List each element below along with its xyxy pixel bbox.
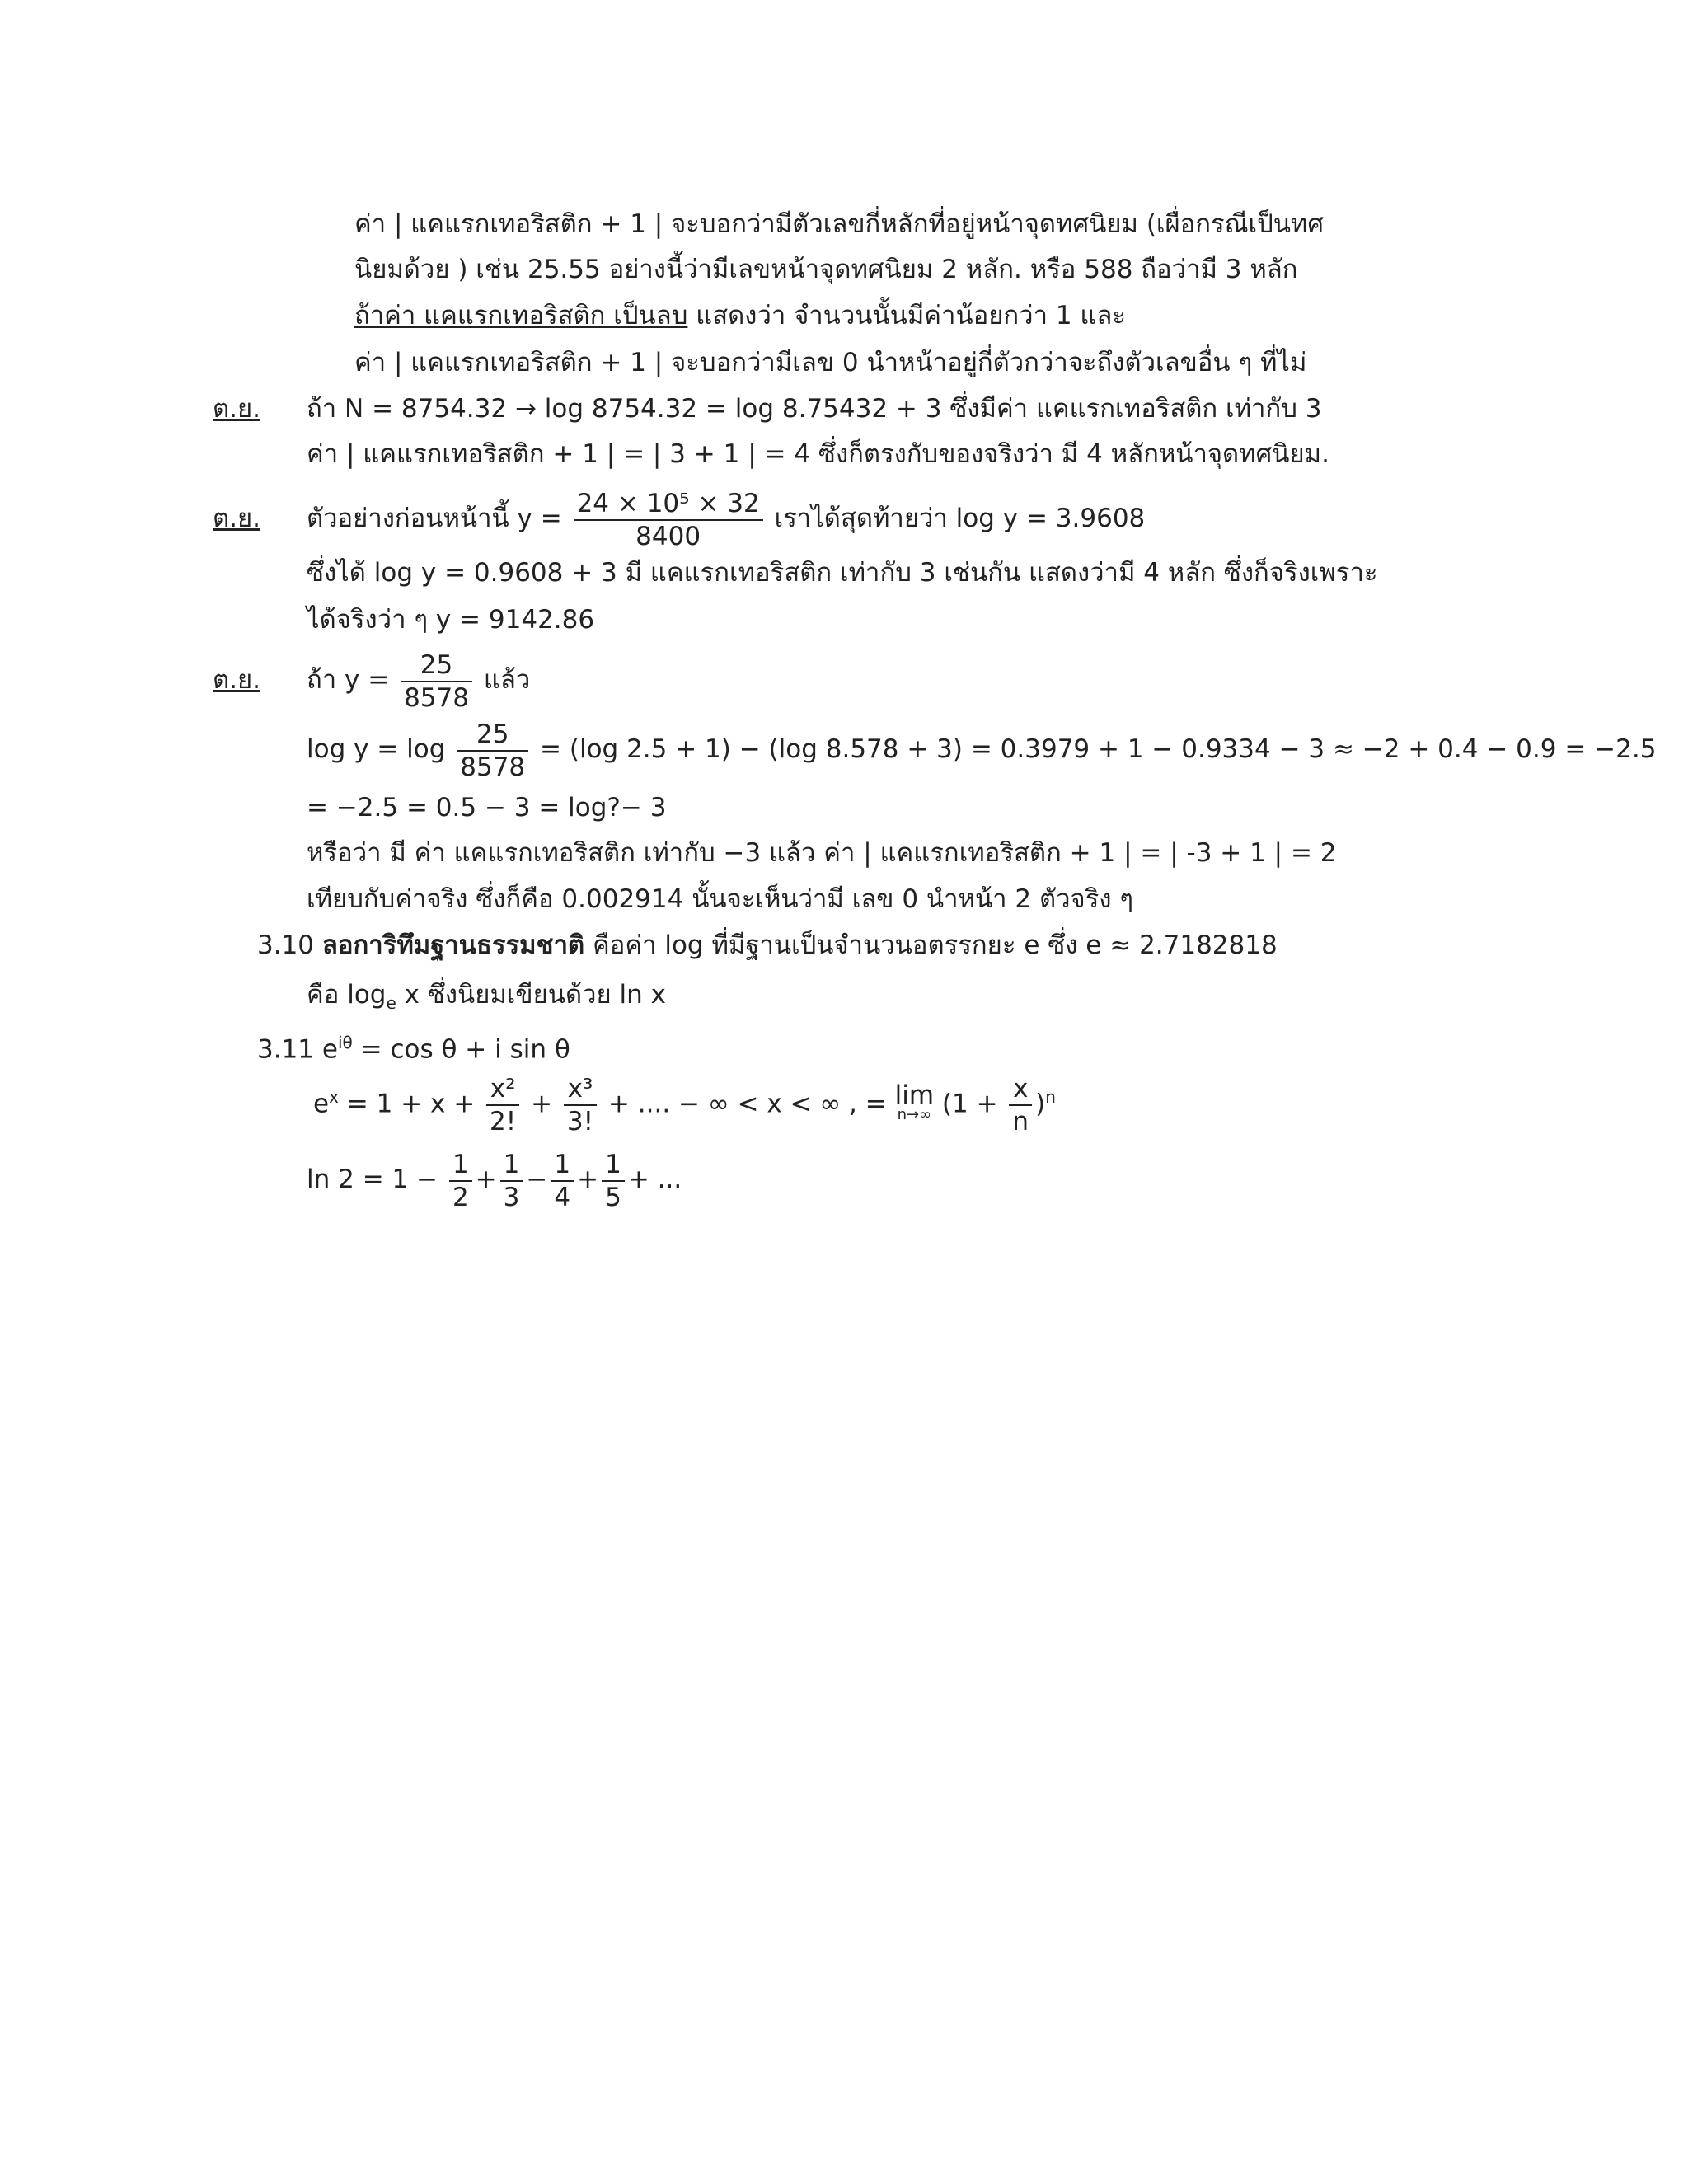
ln2-series-line — [307, 1146, 682, 1213]
fraction-denominator: 8578 — [460, 752, 526, 782]
example-3-line-5: เทียบกับค่าจริง ซึ่งก็คือ 0.002914 นั้นจะเห็นว่ามี เลข 0 นำหน้า 2 ตัวจริง ๆ — [307, 884, 1133, 914]
fraction-numerator: 1 — [500, 1149, 523, 1182]
fraction-numerator: 1 — [602, 1149, 625, 1182]
fraction-denominator: 3 — [503, 1182, 520, 1212]
example-label-3: ต.ย. — [213, 665, 261, 695]
fraction-1-5 — [602, 1149, 625, 1213]
example-3-line-4: หรือว่า มี ค่า แคแรกเทอริสติก เท่ากับ −3 แล้ว ค่า | แคแรกเทอริสติก + 1 | = | -3 + 1 | = 2 — [307, 838, 1337, 868]
section-3-10-line-2 — [307, 978, 666, 1019]
section-3-11 — [257, 1026, 570, 1066]
limit-word: lim — [894, 1080, 935, 1110]
ln2-lead: ln 2 = 1 − — [307, 1165, 438, 1194]
example-2-line-3: ได้จริงว่า ๆ y = 9142.86 — [307, 605, 595, 635]
fraction-numerator: 25 — [401, 649, 472, 682]
fraction-denominator: 2 — [452, 1182, 469, 1212]
example-1-line-2: ค่า | แคแรกเทอริสติก + 1 | = | 3 + 1 | = 4 ซึ่งก็ตรงกับของจริงว่า มี 4 หลักหน้าจุดทศนิยม. — [307, 439, 1329, 469]
plus-sign: + — [531, 1089, 553, 1119]
fraction-numerator: 1 — [551, 1149, 574, 1182]
fraction-numerator: 1 — [449, 1149, 472, 1182]
fraction-y2 — [401, 649, 472, 714]
exp-series-line — [313, 1063, 1056, 1137]
example-2-line-1 — [307, 485, 1145, 552]
fraction-x3 — [564, 1073, 597, 1137]
ln2-tail: + ... — [627, 1165, 682, 1194]
op: + — [577, 1165, 599, 1194]
log-e-lead: คือ log — [307, 980, 387, 1010]
example-3-line-3: = −2.5 = 0.5 − 3 = log?− 3 — [307, 793, 667, 823]
fraction-x2 — [486, 1073, 519, 1137]
euler-e: e — [321, 1034, 338, 1065]
example-1-line-1: ถ้า N = 8754.32 → log 8754.32 = log 8.75432 + 3 ซึ่งมีค่า แคแรกเทอริสติก เท่ากับ 3 — [307, 394, 1322, 424]
para-line-2: นิยมด้วย ) เช่น 25.55 อย่างนี้ว่ามีเลขหน้าจุดทศนิยม 2 หลัก. หรือ 588 ถือว่ามี 3 หลัก — [354, 255, 1298, 284]
limit-sub: n→∞ — [897, 1105, 932, 1123]
fraction-denominator: n — [1012, 1106, 1029, 1137]
log-e-tail: x ซึ่งนิยมเขียนด้วย ln x — [396, 980, 666, 1010]
fraction-log — [457, 719, 528, 783]
section-title: ลอการิทึมฐานธรรมชาติ — [321, 930, 585, 960]
fraction-denominator: 8400 — [635, 521, 701, 551]
underlined-phrase: ถ้าค่า แคแรกเทอริสติก เป็นลบ — [354, 301, 688, 330]
section-number: 3.11 — [257, 1034, 315, 1065]
fraction-numerator: 24 × 10⁵ × 32 — [574, 488, 763, 521]
fraction-1-4 — [551, 1149, 574, 1213]
section-number: 3.10 — [257, 930, 315, 960]
example-label-1: ต.ย. — [213, 394, 261, 424]
limit — [894, 1080, 935, 1125]
op: − — [526, 1165, 548, 1194]
para-line-3-rest: แสดงว่า จำนวนนั้นมีค่าน้อยกว่า 1 และ — [687, 301, 1127, 330]
fraction-numerator: x — [1009, 1073, 1032, 1106]
para-line-3 — [354, 299, 1126, 332]
op: + — [475, 1165, 497, 1194]
fraction-x-n — [1009, 1073, 1032, 1137]
para-line-1: ค่า | แคแรกเทอริสติก + 1 | จะบอกว่ามีตัวเลขกี่หลักที่อยู่หน้าจุดทศนิยม (เผื่อกรณีเป็นทศ — [354, 209, 1325, 239]
example-3-tail: แล้ว — [483, 665, 531, 695]
section-3-10-text: คือค่า log ที่มีฐานเป็นจำนวนอตรรกยะ e ซึ่ง e ≈ 2.7182818 — [593, 930, 1278, 960]
section-3-10 — [257, 929, 1278, 962]
log-eq-lead: log y = log — [307, 734, 446, 764]
fraction-numerator: x² — [486, 1073, 519, 1106]
euler-rhs: = cos θ + i sin θ — [352, 1034, 570, 1065]
limit-exponent: n — [1045, 1087, 1056, 1107]
fraction-y — [574, 488, 763, 552]
example-3-line-2 — [307, 715, 1656, 783]
example-3-line-1 — [307, 646, 530, 714]
fraction-denominator: 5 — [605, 1182, 621, 1212]
example-2-line-2: ซึ่งได้ log y = 0.9608 + 3 มี แคแรกเทอริสติก เท่ากับ 3 เช่นกัน แสดงว่ามี 4 หลัก ซึ่งก็จริงเพราะ — [307, 558, 1378, 588]
log-eq-tail: = (log 2.5 + 1) − (log 8.578 + 3) = 0.3979 + 1 − 0.9334 − 3 ≈ −2 + 0.4 − 0.9 = −2.5 — [540, 734, 1657, 764]
exp-e: e — [313, 1089, 330, 1119]
fraction-denominator: 4 — [554, 1182, 571, 1212]
log-base-e: e — [386, 993, 396, 1014]
fraction-1-2 — [449, 1149, 472, 1213]
example-2-tail: เราได้สุดท้ายว่า log y = 3.9608 — [774, 504, 1146, 533]
fraction-denominator: 3! — [566, 1106, 594, 1137]
exp-lead: = 1 + x + — [338, 1089, 476, 1119]
exp-mid: + .... − ∞ < x < ∞ , = — [607, 1089, 887, 1119]
example-2-lead: ตัวอย่างก่อนหน้านี้ y = — [307, 504, 562, 533]
fraction-denominator: 8578 — [404, 682, 469, 713]
example-3-lead: ถ้า y = — [307, 665, 390, 695]
fraction-denominator: 2! — [490, 1106, 517, 1137]
example-label-2: ต.ย. — [213, 504, 261, 533]
fraction-1-3 — [500, 1149, 523, 1213]
limit-open: (1 + — [941, 1089, 998, 1119]
limit-close: ) — [1035, 1089, 1046, 1119]
para-line-4: ค่า | แคแรกเทอริสติก + 1 | จะบอกว่ามีเลข 0 นำหน้าอยู่กี่ตัวกว่าจะถึงตัวเลขอื่น ๆ ที่ไม่ — [354, 348, 1307, 377]
fraction-numerator: x³ — [564, 1073, 597, 1106]
exp-exponent: x — [329, 1087, 339, 1107]
fraction-numerator: 25 — [457, 719, 528, 752]
euler-exponent: iθ — [337, 1033, 353, 1052]
